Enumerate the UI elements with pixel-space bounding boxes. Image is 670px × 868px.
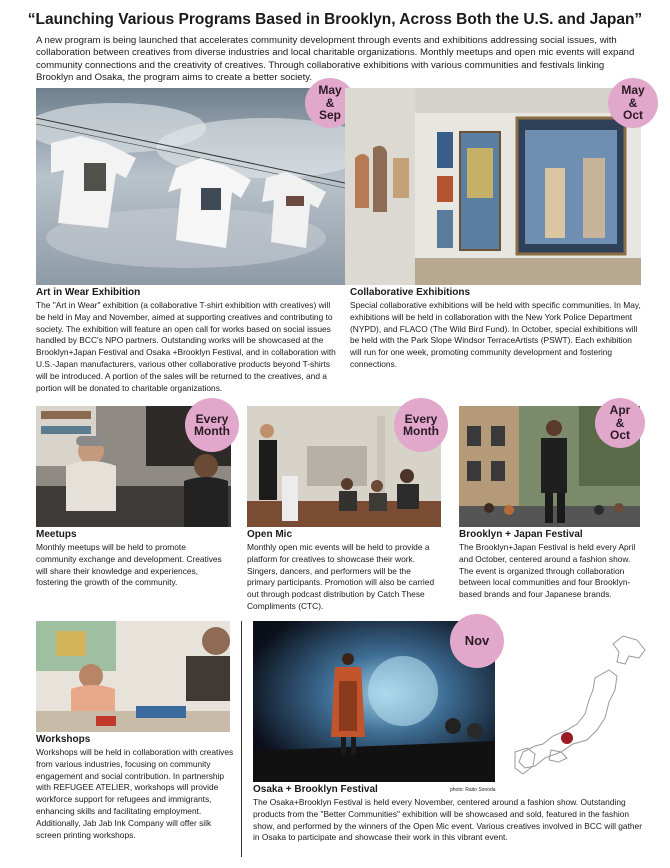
- schedule-badge: May & Sep: [305, 78, 355, 128]
- section-body: Monthly meetups will be held to promote community exchange and development. Creatives will share their knowledge and experiences, fostering the growth of the community.: [36, 542, 222, 588]
- section-title: Brooklyn + Japan Festival: [459, 529, 583, 540]
- section-body: The Osaka+Brooklyn Festival is held every November, centered around a fashion show. Outstanding products from the "Better Communities" exhibition will be showcased and sold, featured in the fashion show, and performed by the winners of the Open Mic event. Various creatives involved in BCC will gather in Osaka to participate and showcase their work in this vibrant event.: [253, 797, 643, 843]
- gallery-photo: [345, 88, 641, 285]
- section-title: Meetups: [36, 529, 77, 540]
- osaka-marker: [561, 732, 573, 744]
- section-title: Collaborative Exhibitions: [350, 287, 471, 298]
- section-title: Workshops: [36, 734, 91, 745]
- column-divider: [241, 621, 242, 857]
- section-body: Workshops will be held in collaboration with creatives from various industries, focusing on community engagement and social contribution. In partnership with REFUGEE ATELIER, workshops will provide workforce support for refugees and immigrants, enhancing skills and facilitating employment. Additionally, Jab Jab Ink Company will offer silk screen printing workshops.: [36, 747, 234, 840]
- schedule-badge: Nov: [450, 614, 504, 668]
- schedule-badge: Every Month: [394, 398, 448, 452]
- workshop-photo: [36, 621, 230, 732]
- tshirts-photo: [36, 88, 345, 285]
- schedule-badge: May & Oct: [608, 78, 658, 128]
- section-body: The "Art in Wear" exhibition (a collaborative T-shirt exhibition with creatives) will be held in May and November, aimed at supporting creatives and contributing to society. The exhibition will feature an open call for works based on social issues handled by BCC's NPO partners. Outstanding works will be showcased at the Brooklyn+Japan Festival and Osaka +Brooklyn Festival, and in collaboration with U.S.-Japan manufacturers, various other collaborative products beyond T-shirts will be introduced. A portion of the sales will be returned to the creatives, and a portion will be donated to charitable organizations.: [36, 300, 336, 393]
- japan-map: [505, 630, 655, 780]
- section-title: Osaka + Brooklyn Festival: [253, 784, 378, 795]
- schedule-badge: Apr & Oct: [595, 398, 645, 448]
- section-body: Monthly open mic events will be held to provide a platform for creatives to showcase their work. Singers, dancers, and performers will be the primary participants. Promotion will also be carried out through podcast distribution by Catch These Compliments (CTC).: [247, 542, 435, 611]
- schedule-badge: Every Month: [185, 398, 239, 452]
- section-title: Open Mic: [247, 529, 293, 540]
- section-body: The Brooklyn+Japan Festival is held every April and October, centered around a fashion show. The event is organized through collaboration between local communities and four Brooklyn-based brands and four Japanese brands.: [459, 542, 636, 600]
- intro-paragraph: A new program is being launched that accelerates community development through events and exhibitions addressing social issues, with collaboration between creatives from diverse industries and local charitable organizations. Monthly meetups and open mic events will expand community connections and the creativity of creatives. Through collaborative exhibitions with various communities and festivals linking Brooklyn and Osaka, the program aims to create a better society.: [36, 35, 635, 83]
- photo-credit: photo: Raito Sonoda: [450, 787, 496, 793]
- section-body: Special collaborative exhibitions will be held with specific communities. In May, exhibitions will be held in collaboration with the New York Police Department (NYPD), and FLACO (The Wild Bird Fund). In October, special exhibitions will be held with the Park Slope Windsor TerraceArtists (PSWT). Each exhibition will run for one week, promoting community development and fostering connections.: [350, 300, 641, 369]
- section-title: Art in Wear Exhibition: [36, 287, 141, 298]
- page-title: “Launching Various Programs Based in Brooklyn, Across Both the U.S. and Japan”: [27, 11, 643, 28]
